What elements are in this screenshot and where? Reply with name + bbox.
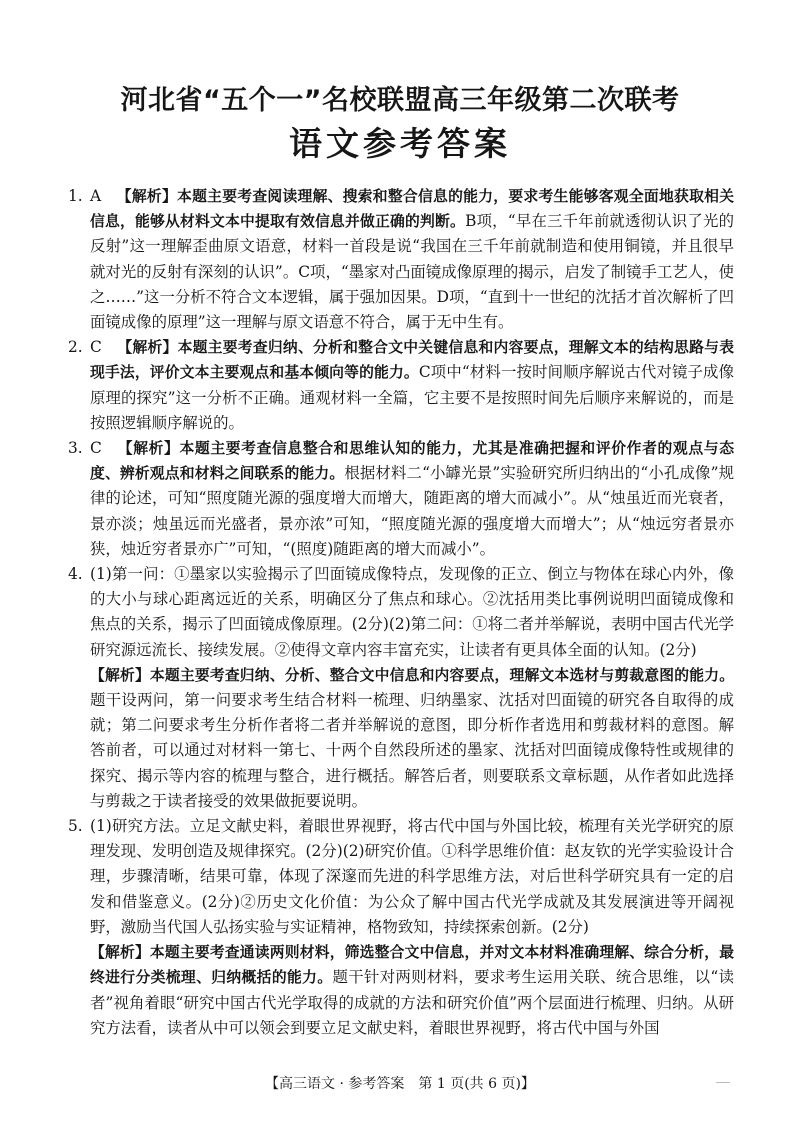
analysis-heading: 【解析】本题主要考查通读两则材料，筛选整合文中信息，并对文本材料准确理解、综合分析，最终进行分类梳理、归纳概括的能力。 [90, 944, 734, 987]
answer-item-5 [68, 814, 734, 940]
answer-letter: A [90, 187, 102, 205]
analysis-heading: 【解析】本题主要考查归纳、分析、整合文中信息和内容要点，理解文本选材与剪裁意图的能力。 [90, 666, 734, 684]
analysis-body: 根据材料二“小罅光景”实验研究所归纳出的“小孔成像”规律的论述，可知“照度随光源的强度增大而增大，随距离的增大而减小”。从“烛虽近而光衰者，景亦淡；烛虽远而光盛者，景亦浓”可知，“照度随光源的强度增大而增大”；从“烛远穷者景亦狭，烛近穷者景亦广”可知，“(照度)随距离的增大而减小”。 [90, 464, 734, 558]
page-subtitle: 语文参考答案 [289, 124, 511, 163]
analysis-body: 题干设两问，第一问要求考生结合材料一梳理、归纳墨家、沈括对凹面镜的研究各自取得的成就；第二问要求考生分析作者将二者并举解说的意图，即分析作者选用和剪裁材料的意图。解答前者，可以通过对材料一第七、十两个自然段所述的墨家、沈括对凹面镜成像特性或规律的探究、揭示等内容的梳理与整合，进行概括。解答后者，则要联系文章标题，从作者如此选择与剪裁之于读者接受的效果做扼要说明。 [90, 691, 734, 810]
answer-text: (1)第一问：①墨家以实验揭示了凹面镜成像特点，发现像的正立、倒立与物体在球心内外，像的大小与球心距离远近的关系，明确区分了焦点和球心。②沈括用类比事例说明凹面镜成像和焦点的关系，揭示了凹面镜成像原理。(2分)(2)第二问：①将二者并举解说，表明中国古代光学研究源远流长、接续发展。②使得文章内容丰富充实，让读者有更具体全面的认知。(2分) [90, 565, 734, 659]
item-number: 5. [68, 817, 83, 836]
analysis-body: B项，“早在三千年前就透彻认识了光的反射”这一理解歪曲原文语意，材料一首段是说“我国在三千年前就制造和使用铜镜，并且很早就对光的反射有深刻的认识”。C项，“墨家对凸面镜成像原理的揭示，启发了制镜手工艺人，使之……”这一分析不符合文本逻辑，属于强加因果。D项，“直到十一世纪的沈括才首次解析了凹面镜成像的原理”这一理解与原文语意不符合，属于无中生有。 [90, 212, 734, 332]
answer-letter: C [90, 338, 102, 357]
analysis-paragraph-5 [68, 940, 734, 1041]
analysis-heading: 【解析】本题主要考查阅读理解、搜索和整合信息的能力，要求考生能够客观全面地获取相关信息，能够从材料文本中提取有效信息并做正确的判断。 [90, 188, 734, 231]
answer-text: (1)研究方法。立足文献史料，着眼世界视野，将古代中国与外国比较，梳理有关光学研究的原理发现、发明创造及规律探究。(2分)(2)研究价值。①科学思维价值：赵友钦的光学实验设计合理，步骤清晰，结果可靠，体现了深邃而先进的科学思维方法，对后世科学研究具有一定的启发和借鉴意义。(2分)②历史文化价值：为公众了解中国古代光学成就及其发展演进等开阔视野，激励当代国人弘扬实验与实证精神，格物致知，持续探索创新。(2分) [90, 817, 734, 936]
answer-item-2 [68, 335, 734, 436]
analysis-heading: 【解析】本题主要考查归纳、分析和整合文中关键信息和内容要点，理解文本的结构思路与表现手法，评价文本主要观点和基本倾向等的能力。 [90, 339, 734, 382]
answer-letter: C [90, 439, 102, 458]
item-number: 4. [68, 565, 83, 584]
item-number: 1. [68, 187, 83, 205]
page-title: 河北省“五个一”名校联盟高三年级第二次联考 [120, 85, 680, 116]
analysis-heading: 【解析】本题主要考查信息整合和思维认知的能力，尤其是准确把握和评价作者的观点与态度、辨析观点和材料之间联系的能力。 [90, 440, 734, 483]
page-footer: 【高三语文 · 参考答案 第 1 页(共 6 页)】 [265, 1076, 535, 1092]
item-number: 2. [68, 338, 83, 357]
analysis-body: 题干针对两则材料，要求考生运用关联、统合思维，以“读者”视角着眼“研究中国古代光学取得的成就的方法和研究价值”两个层面进行梳理、归纳。从研究方法看，读者从中可以领会到要立足文献史料，着眼世界视野，将古代中国与外国 [90, 968, 734, 1037]
scan-mark [716, 1082, 730, 1083]
answer-item-1 [68, 184, 734, 335]
item-number: 3. [68, 439, 83, 458]
answer-content [68, 184, 734, 1041]
analysis-body: C项中“材料一按时间顺序解说古代对镜子成像原理的探究”这一分析不正确。通观材料一全篇，它主要不是按照时间先后顺序来解说的，而是按照逻辑顺序解说的。 [90, 363, 734, 432]
answer-item-4 [68, 562, 734, 663]
answer-item-3 [68, 436, 734, 562]
analysis-paragraph-4 [68, 663, 734, 814]
